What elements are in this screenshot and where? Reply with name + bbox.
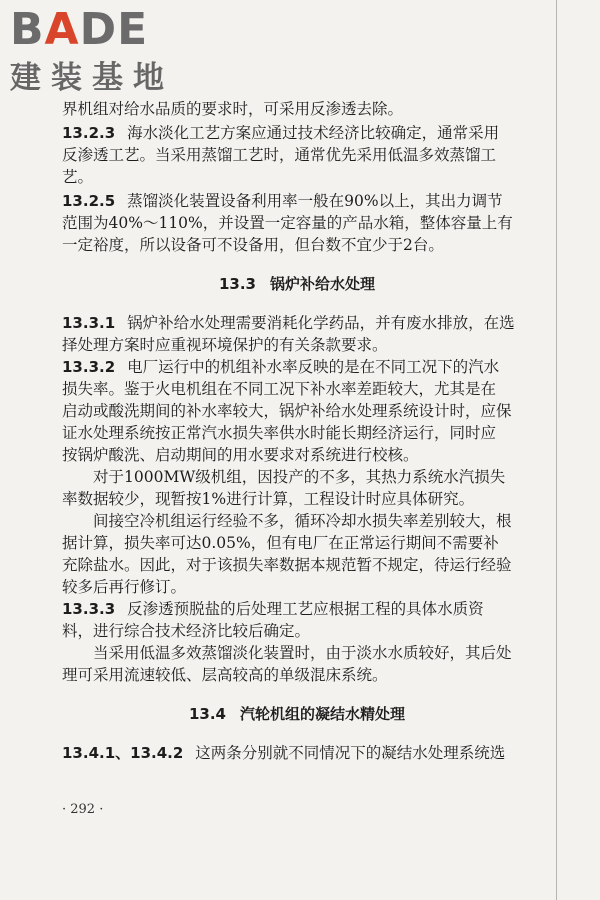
text-line: 按锅炉酸洗、启动期间的用水要求对系统进行校核。 bbox=[62, 446, 419, 464]
text-line: 充除盐水。因此，对于该损失率数据本规范暂不规定，待运行经验 bbox=[62, 556, 512, 574]
text-line: 理可采用流速较低、层高较高的单级混床系统。 bbox=[62, 666, 388, 684]
text-line: 较多后再行修订。 bbox=[62, 578, 187, 596]
clause-number: 13.3.2 bbox=[62, 358, 116, 376]
text-line: 据计算，损失率可达0.05%，但有电厂在正常运行期间不需要补 bbox=[62, 534, 499, 552]
text-line: 间接空冷机组运行经验不多，循环冷却水损失率差别较大，根 bbox=[93, 512, 512, 530]
page-edge-rule bbox=[556, 0, 557, 900]
clause-13-3-3: 13.3.3 反渗透预脱盐的后处理工艺应根据工程的具体水质资 bbox=[62, 600, 484, 618]
clause-13-3-2: 13.3.2 电厂运行中的机组补水率反映的是在不同工况下的汽水 bbox=[62, 358, 500, 376]
text-line: 料，进行综合技术经济比较后确定。 bbox=[62, 622, 311, 640]
clause-13-2-5: 13.2.5 蒸馏淡化装置设备利用率一般在90%以上，其出力调节 bbox=[62, 192, 503, 210]
section-heading-13-4: 13.4 汽轮机组的凝结水精处理 bbox=[188, 705, 406, 723]
text-line: 对于1000MW级机组，因投产的不多，其热力系统水汽损失 bbox=[93, 468, 506, 486]
text-line: 当采用低温多效蒸馏淡化装置时，由于淡水水质较好，其后处 bbox=[93, 644, 512, 662]
text-line: 反渗透工艺。当采用蒸馏工艺时，通常优先采用低温多效蒸馏工 bbox=[62, 146, 497, 164]
clause-number: 13.4.1、13.4.2 bbox=[62, 744, 184, 762]
text-line: 损失率。鉴于火电机组在不同工况下补水率差距较大，尤其是在 bbox=[62, 380, 497, 398]
text-line: 艺。 bbox=[62, 168, 94, 186]
document-body bbox=[62, 98, 532, 764]
text-line: 证水处理系统按正常汽水损失率供水时能长期经济运行，同时应 bbox=[62, 424, 497, 442]
clause-number: 13.2.3 bbox=[62, 124, 116, 142]
text-line: 择处理方案时应重视环境保护的有关条款要求。 bbox=[62, 336, 388, 354]
clause-number: 13.3.1 bbox=[62, 314, 116, 332]
section-heading-13-3: 13.3 锅炉补给水处理 bbox=[218, 275, 376, 293]
text-line: 一定裕度，所以设备可不设备用，但台数不宜少于2台。 bbox=[62, 236, 444, 254]
clause-number: 13.2.5 bbox=[62, 192, 116, 210]
page-number: · 292 · bbox=[62, 802, 104, 817]
logo-subtitle: 建装基地 bbox=[10, 60, 174, 96]
text-line: 率数据较少，现暂按1%进行计算，工程设计时应具体研究。 bbox=[62, 490, 475, 508]
bade-logo bbox=[10, 6, 180, 96]
logo-wordmark: BADE bbox=[10, 4, 149, 55]
clause-13-4-1-2: 13.4.1、13.4.2 这两条分别就不同情况下的凝结水处理系统选 bbox=[62, 744, 506, 762]
clause-number: 13.3.3 bbox=[62, 600, 116, 618]
text-line: 启动或酸洗期间的补水率较大，锅炉补给水处理系统设计时，应保 bbox=[62, 402, 512, 420]
text-line: 范围为40%～110%，并设置一定容量的产品水箱，整体容量上有 bbox=[62, 214, 513, 232]
text-line: 界机组对给水品质的要求时，可采用反渗透去除。 bbox=[62, 100, 404, 118]
clause-13-2-3: 13.2.3 海水淡化工艺方案应通过技术经济比较确定，通常采用 bbox=[62, 124, 500, 142]
clause-13-3-1: 13.3.1 锅炉补给水处理需要消耗化学药品，并有废水排放，在选 bbox=[62, 314, 515, 332]
